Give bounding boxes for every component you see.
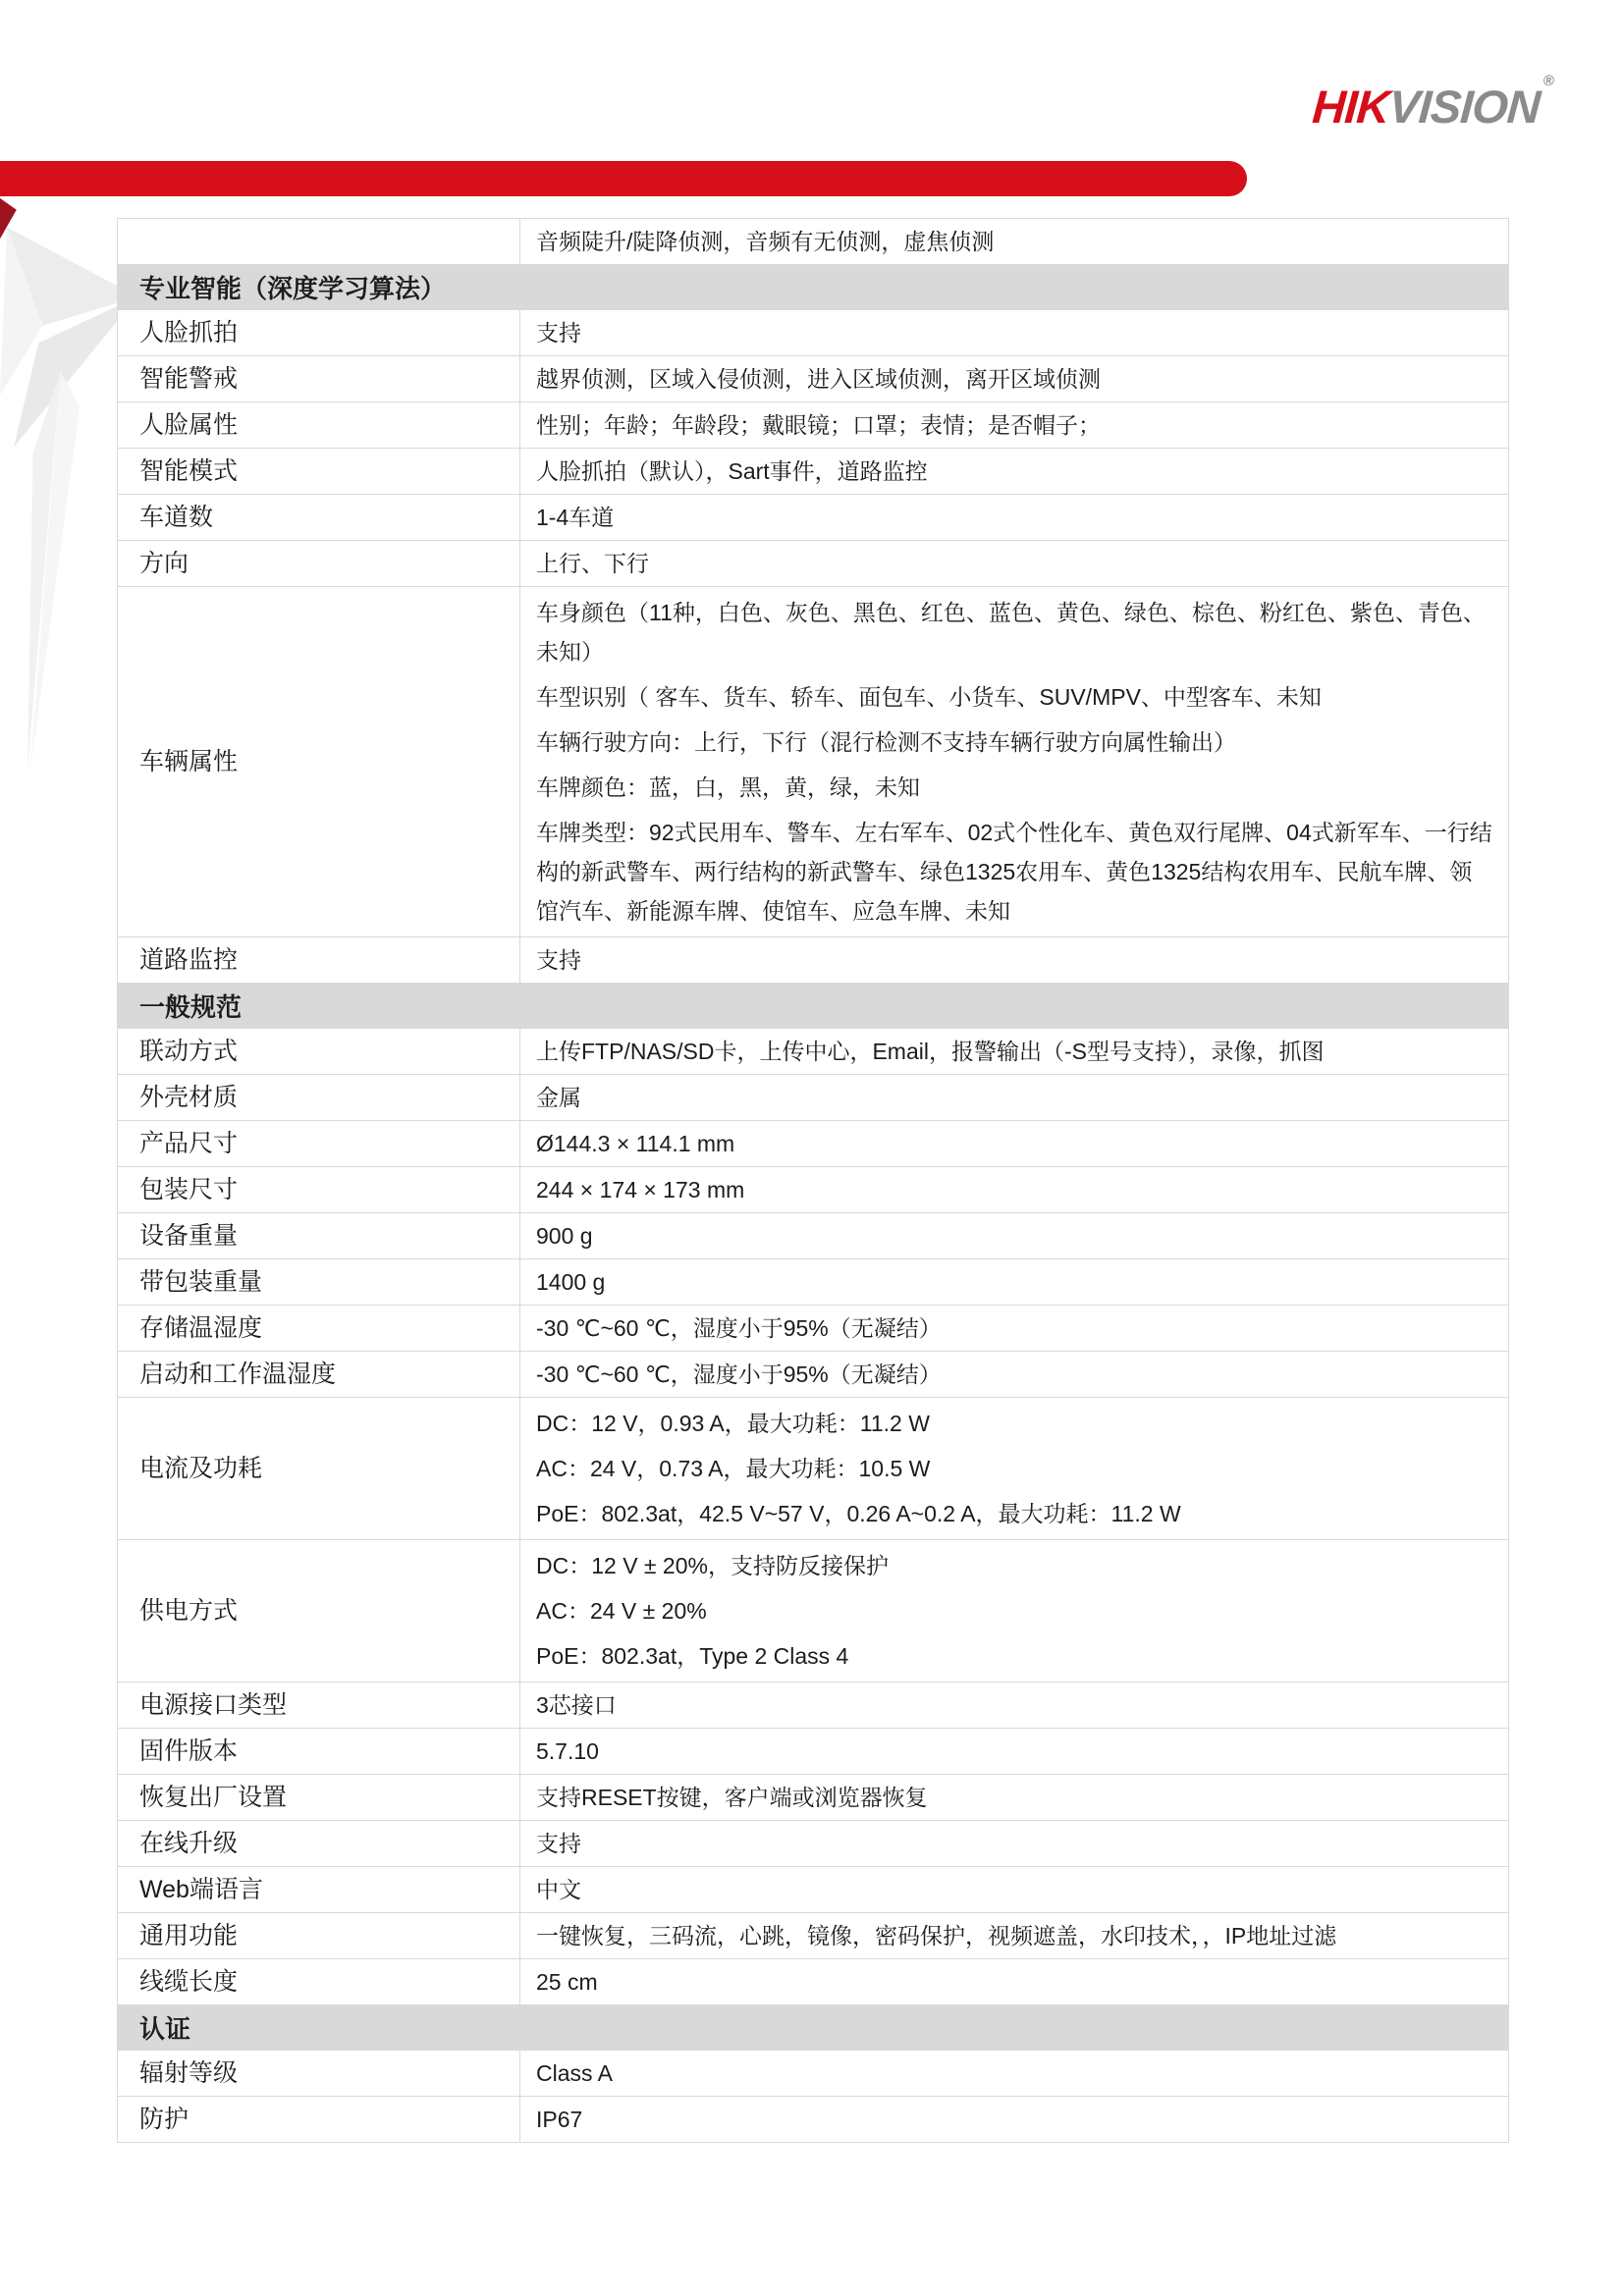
spec-value-line: 性别；年龄；年龄段；戴眼镜；口罩；表情；是否帽子；	[536, 412, 1101, 438]
spec-value-line: 一键恢复，三码流，心跳，镜像，密码保护，视频遮盖，水印技术，，IP地址过滤	[536, 1923, 1337, 1949]
spec-value-line: PoE：802.3at，42.5 V~57 V，0.26 A~0.2 A，最大功耗：11.2 W	[536, 1501, 1181, 1526]
spec-value	[519, 1352, 1508, 1397]
table-row	[118, 1775, 1508, 1821]
spec-value-line: Ø144.3 × 114.1 mm	[536, 1131, 735, 1156]
table-row	[118, 1075, 1508, 1121]
spec-label: 电源接口类型	[139, 1690, 288, 1719]
spec-value-line: 1400 g	[536, 1269, 606, 1295]
spec-value	[519, 541, 1508, 586]
logo-hik-text: HIK	[1310, 80, 1391, 133]
spec-value-line: 支持	[536, 320, 581, 346]
spec-value-line: 车牌类型：92式民用车、警车、左右军车、02式个性化车、黄色双行尾牌、04式新军车、一行结构的新武警车、两行结构的新武警车、绿色1325农用车、黄色1325结构农用车、民航车牌、领馆汽车、新能源车牌、使馆车、应急车牌、未知	[536, 820, 1492, 924]
spec-label: 智能警戒	[139, 364, 239, 393]
spec-value-line: 支持RESET按键，客户端或浏览器恢复	[536, 1785, 928, 1810]
spec-value-line: 900 g	[536, 1223, 593, 1249]
spec-value-line: DC：12 V，0.93 A，最大功耗：11.2 W	[536, 1411, 930, 1436]
table-row	[118, 541, 1508, 587]
spec-label: 电流及功耗	[139, 1454, 263, 1482]
spec-value	[519, 402, 1508, 448]
table-row	[118, 587, 1508, 937]
table-row	[118, 2097, 1508, 2142]
spec-label	[118, 219, 519, 264]
spec-label: 包装尺寸	[139, 1175, 239, 1203]
hikvision-logo	[1310, 73, 1553, 133]
spec-value-line: 中文	[536, 1877, 581, 1902]
table-row	[118, 2051, 1508, 2097]
spec-label: 固件版本	[139, 1736, 239, 1765]
section-header-row	[118, 2005, 1508, 2051]
spec-value-line: 车型识别（ 客车、货车、轿车、面包车、小货车、SUV/MPV、中型客车、未知	[536, 684, 1322, 710]
registered-trademark-icon: ®	[1542, 73, 1554, 89]
spec-value-line: IP67	[536, 2107, 583, 2132]
spec-label: 外壳材质	[139, 1083, 239, 1111]
table-row	[118, 402, 1508, 449]
table-row	[118, 1729, 1508, 1775]
logo-vision-text: VISION	[1386, 80, 1542, 133]
table-row	[118, 1398, 1508, 1540]
spec-value-line: 25 cm	[536, 1969, 598, 1995]
spec-label: 辐射等级	[139, 2058, 239, 2087]
spec-value	[519, 1913, 1508, 1958]
table-row	[118, 1029, 1508, 1075]
spec-label: 人脸属性	[139, 410, 239, 439]
spec-value	[519, 219, 1508, 264]
spec-value-line: Class A	[536, 2060, 613, 2086]
spec-value	[519, 1121, 1508, 1166]
table-row	[118, 1913, 1508, 1959]
spec-label: 带包装重量	[139, 1267, 263, 1296]
spec-value-line: 上传FTP/NAS/SD卡，上传中心，Email，报警输出（-S型号支持），录像，抓图	[536, 1039, 1325, 1064]
spec-value	[519, 587, 1508, 936]
spec-value	[519, 310, 1508, 355]
section-title: 认证	[139, 2014, 191, 2044]
spec-value	[519, 1775, 1508, 1820]
table-row	[118, 1121, 1508, 1167]
spec-value	[519, 356, 1508, 401]
spec-value-line: 上行、下行	[536, 551, 649, 576]
spec-value	[519, 1306, 1508, 1351]
table-row	[118, 495, 1508, 541]
table-row	[118, 937, 1508, 984]
spec-label: 通用功能	[139, 1921, 239, 1949]
spec-value-line: 车辆行驶方向：上行，下行（混行检测不支持车辆行驶方向属性输出）	[536, 729, 1236, 755]
spec-value	[519, 1821, 1508, 1866]
spec-value	[519, 1867, 1508, 1912]
spec-value	[519, 1959, 1508, 2004]
spec-value-line: 支持	[536, 1831, 581, 1856]
spec-label: 智能模式	[139, 456, 239, 485]
spec-value-line: AC：24 V ± 20%	[536, 1598, 707, 1624]
spec-value-line: 5.7.10	[536, 1738, 599, 1764]
spec-label: 供电方式	[139, 1596, 239, 1625]
red-accent-bar	[0, 161, 1247, 196]
spec-value-line: 支持	[536, 947, 581, 973]
spec-label: 存储温湿度	[139, 1313, 263, 1342]
spec-value-line: 金属	[536, 1085, 581, 1110]
spec-value	[519, 1682, 1508, 1728]
spec-value	[519, 495, 1508, 540]
spec-label: 车辆属性	[139, 747, 239, 775]
spec-value-line: 244 × 174 × 173 mm	[536, 1177, 745, 1202]
spec-value	[519, 1398, 1508, 1539]
table-row	[118, 1213, 1508, 1259]
section-title: 专业智能（深度学习算法）	[139, 274, 447, 303]
table-row	[118, 1867, 1508, 1913]
spec-value-line: -30 ℃~60 ℃，湿度小于95%（无凝结）	[536, 1315, 942, 1341]
spec-label: Web端语言	[139, 1875, 263, 1903]
spec-value	[519, 1029, 1508, 1074]
spec-value	[519, 2051, 1508, 2096]
spec-label: 方向	[139, 549, 189, 577]
table-row	[118, 1540, 1508, 1682]
table-row	[118, 1167, 1508, 1213]
spec-value	[519, 1540, 1508, 1682]
spec-value-line: 车牌颜色：蓝，白，黑，黄，绿，未知	[536, 774, 920, 800]
section-header-row	[118, 984, 1508, 1029]
spec-value-line: 音频陡升/陡降侦测，音频有无侦测，虚焦侦测	[536, 229, 995, 254]
spec-label: 在线升级	[139, 1829, 239, 1857]
table-row	[118, 449, 1508, 495]
section-header-row	[118, 265, 1508, 310]
spec-value-line: AC：24 V，0.73 A，最大功耗：10.5 W	[536, 1456, 931, 1481]
spec-label: 启动和工作温湿度	[139, 1360, 337, 1388]
spec-value-line: -30 ℃~60 ℃，湿度小于95%（无凝结）	[536, 1362, 942, 1387]
table-row	[118, 1821, 1508, 1867]
table-row	[118, 219, 1508, 265]
spec-label: 车道数	[139, 503, 214, 531]
section-title: 一般规范	[139, 992, 243, 1022]
spec-label: 人脸抓拍	[139, 318, 239, 347]
spec-value	[519, 1259, 1508, 1305]
spec-value	[519, 1213, 1508, 1258]
spec-value-line: 人脸抓拍（默认），Sart事件，道路监控	[536, 458, 928, 484]
spec-value-line: 1-4车道	[536, 505, 615, 530]
spec-value	[519, 1075, 1508, 1120]
spec-value	[519, 1167, 1508, 1212]
spec-value-line: PoE：802.3at，Type 2 Class 4	[536, 1643, 849, 1669]
table-row	[118, 310, 1508, 356]
spec-value	[519, 2097, 1508, 2142]
spec-value-line: 越界侦测，区域入侵侦测，进入区域侦测，离开区域侦测	[536, 366, 1101, 392]
table-row	[118, 1959, 1508, 2005]
table-row	[118, 1306, 1508, 1352]
table-row	[118, 1352, 1508, 1398]
spec-table	[117, 218, 1509, 2143]
spec-label: 产品尺寸	[139, 1129, 239, 1157]
spec-label: 联动方式	[139, 1037, 239, 1065]
table-row	[118, 356, 1508, 402]
spec-label: 防护	[139, 2105, 189, 2133]
table-row	[118, 1259, 1508, 1306]
spec-value-line: 3芯接口	[536, 1692, 617, 1718]
spec-label: 设备重量	[139, 1221, 239, 1250]
table-row	[118, 1682, 1508, 1729]
spec-label: 恢复出厂设置	[139, 1783, 288, 1811]
spec-value-line: DC：12 V ± 20%，支持防反接保护	[536, 1553, 889, 1578]
spec-label: 道路监控	[139, 945, 239, 974]
spec-value	[519, 937, 1508, 983]
spec-label: 线缆长度	[139, 1967, 239, 1996]
spec-value	[519, 1729, 1508, 1774]
spec-value	[519, 449, 1508, 494]
spec-value-line: 车身颜色（11种，白色、灰色、黑色、红色、蓝色、黄色、绿色、棕色、粉红色、紫色、青色、未知）	[536, 600, 1486, 665]
